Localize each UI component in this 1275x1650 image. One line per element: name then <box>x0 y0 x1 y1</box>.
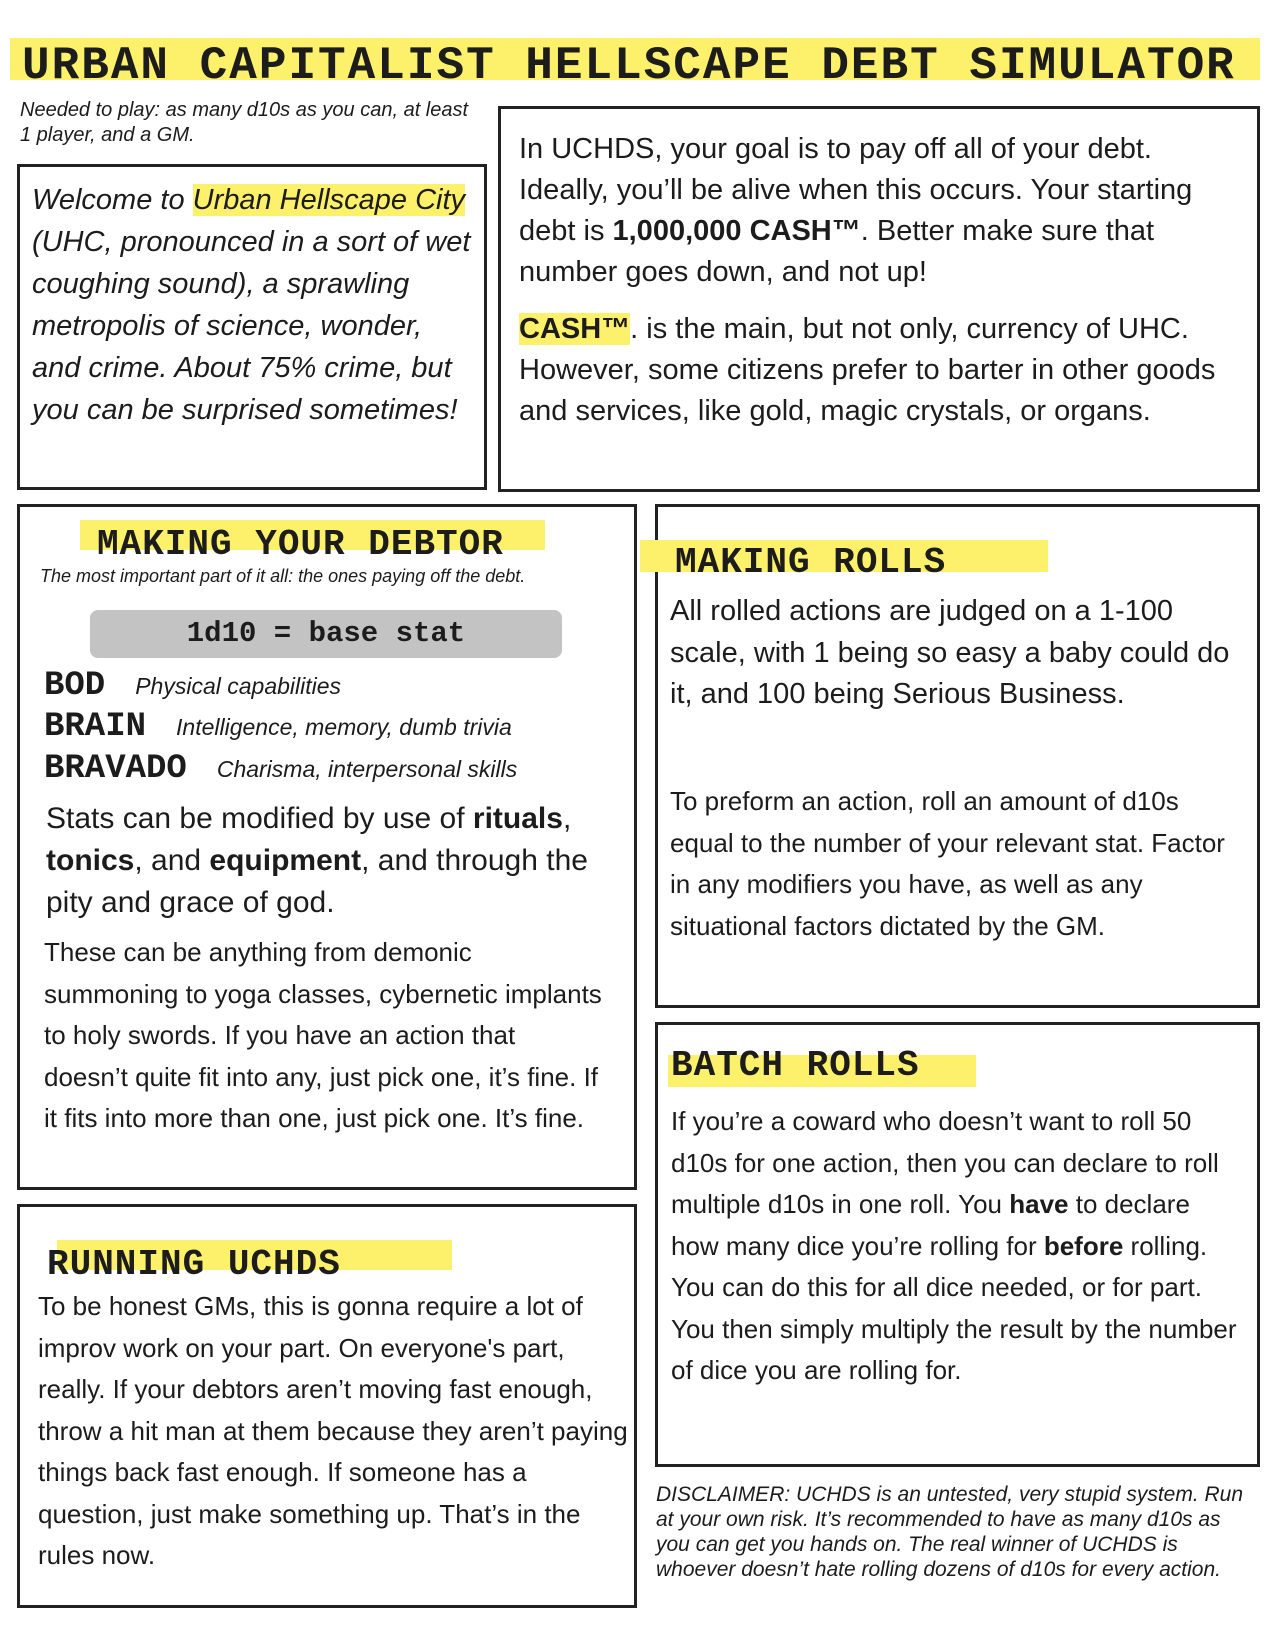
batch-have: have <box>1009 1189 1069 1219</box>
city-name: Urban Hellscape City <box>192 184 466 216</box>
base-stat-formula: 1d10 = base stat <box>90 610 562 658</box>
stat-name: BRAVADO <box>44 750 187 788</box>
goal-p1-pre: In UCHDS, your goal is to pay off all of your debt. Ideally, you’ll be alive when this occurs. Your starting debt is <box>519 133 1193 247</box>
page-title: URBAN CAPITALIST HELLSCAPE DEBT SIMULATOR <box>22 40 1236 92</box>
modifier-examples-text: These can be anything from demonic summoning to yoga classes, cybernetic implants to holy swords. If you have an action that doesn’t quite fit into any, just pick one, it’s fine. If it fits into more than one, just pick one. It’s fine. <box>44 937 602 1133</box>
making-rolls-heading: MAKING ROLLS <box>675 542 947 583</box>
stat-name: BOD <box>44 667 106 705</box>
stat-row-brain <box>44 708 512 746</box>
tonics-term: tonics <box>46 844 135 877</box>
welcome-post: (UHC, pronounced in a sort of wet coughing sound), a sprawling metropolis of science, wonder, and crime. About 75% crime, but you can be surprised sometimes! <box>32 226 471 426</box>
batch-t1: If you’re a coward who doesn’t want to roll 50 d10s for one action, then you can declare to roll multiple d10s in one roll. You <box>671 1106 1219 1219</box>
rituals-term: rituals <box>472 802 563 835</box>
cash-term: CASH™ <box>519 313 631 345</box>
making-rolls-paragraph-1: All rolled actions are judged on a 1-100 scale, with 1 being so easy a baby could do it, and 100 being Serious Business. <box>670 595 1230 710</box>
goal-p1-post: . Better make sure that number goes down, and not up! <box>519 215 1155 288</box>
stat-row-bod <box>44 667 341 705</box>
mod-sep-1: , <box>562 802 572 835</box>
stat-description: Charisma, interpersonal skills <box>216 756 518 782</box>
goal-box <box>498 106 1260 492</box>
goal-paragraph-2 <box>519 309 1243 432</box>
needed-to-play: Needed to play: as many d10s as you can, at least 1 player, and a GM. <box>20 99 469 146</box>
goal-p2-post: . is the main, but not only, currency of UHC. However, some citizens prefer to barter in other goods and services, like gold, magic crystals, or organs. <box>519 313 1216 427</box>
batch-t3: rolling. You can do this for all dice needed, or for part. You then simply multiply the result by the number of dice you are rolling for. <box>671 1230 1237 1385</box>
welcome-pre: Welcome to <box>32 184 193 216</box>
making-debtor-heading: MAKING YOUR DEBTOR <box>97 524 504 565</box>
disclaimer: DISCLAIMER: UCHDS is an untested, very stupid system. Run at your own risk. It’s recommended to have as many d10s as you can get you hands on. The real winner of UCHDS is whoever doesn’t hate rolling dozens of d10s for every action. <box>656 1483 1244 1581</box>
equipment-term: equipment <box>209 844 362 877</box>
making-debtor-subtitle: The most important part of it all: the ones paying off the debt. <box>40 566 526 586</box>
mod-sep-2: , and <box>134 844 210 877</box>
welcome-text <box>32 179 474 431</box>
stat-modifiers-text <box>46 798 606 924</box>
running-heading: RUNNING UCHDS <box>47 1244 341 1285</box>
running-text: To be honest GMs, this is gonna require a lot of improv work on your part. On everyone's part, really. If your debtors aren’t moving fast enough, throw a hit man at them because they aren’t paying things back fast enough. If someone has a question, just make something up. That’s in the rules now. <box>38 1291 628 1570</box>
stat-row-bravado <box>44 750 517 788</box>
batch-rolls-heading: BATCH ROLLS <box>671 1045 920 1086</box>
batch-t2: to declare how many dice you’re rolling for <box>671 1189 1190 1261</box>
mod-post: , and through the pity and grace of god. <box>46 844 588 919</box>
stat-name: BRAIN <box>44 708 147 746</box>
starting-debt: 1,000,000 CASH™ <box>612 215 861 247</box>
stat-description: Intelligence, memory, dumb trivia <box>176 714 512 740</box>
welcome-box <box>17 164 487 490</box>
batch-rolls-text <box>671 1101 1241 1392</box>
stat-description: Physical capabilities <box>135 673 342 699</box>
mod-pre: Stats can be modified by use of <box>46 802 473 835</box>
batch-before: before <box>1043 1230 1124 1261</box>
making-rolls-paragraph-2: To preform an action, roll an amount of d10s equal to the number of your relevant stat. Factor in any modifiers you have, as well as any situational factors dictated by the GM. <box>670 786 1225 941</box>
goal-paragraph-1 <box>519 129 1243 293</box>
